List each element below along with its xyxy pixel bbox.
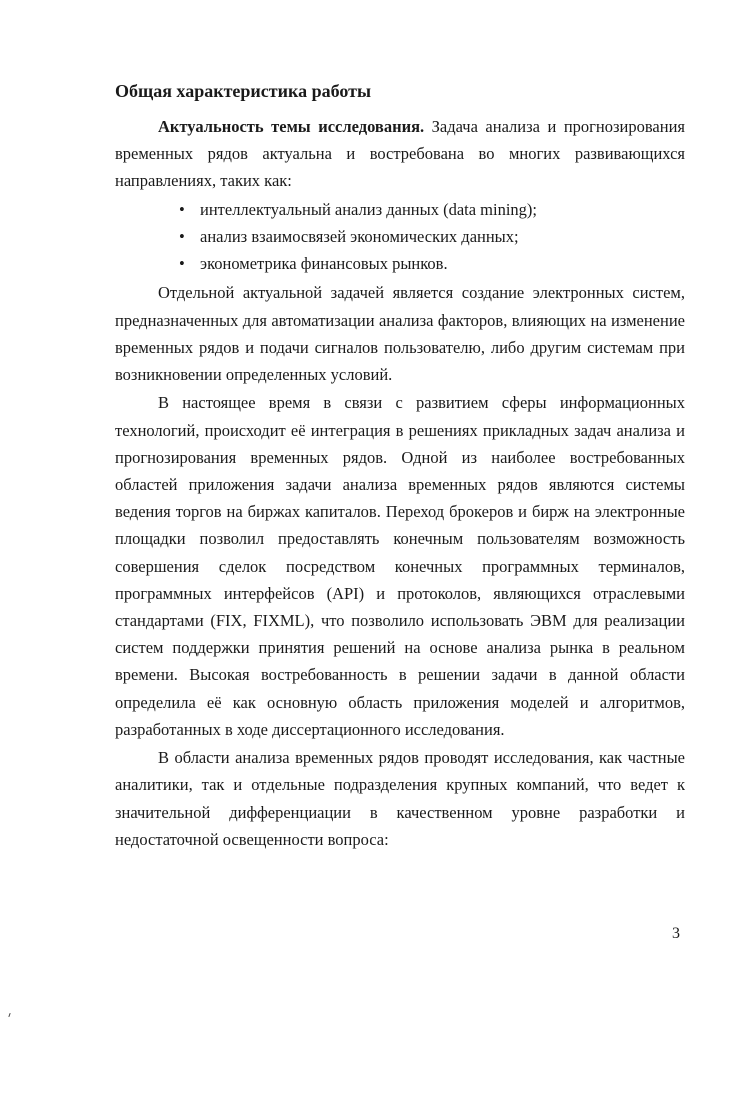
section-title: Общая характеристика работы [115,81,372,101]
list-item [115,196,685,223]
intro-lead: Актуальность темы исследования. [158,117,425,136]
bullet-icon: • [179,199,185,219]
paragraph-research-area: В области анализа временных рядов проводят исследования, как частные аналитики, так и отдельные подразделения крупных компаний, что ведет к значительной дифференциации в качественном уровне разработки и недостаточной освещенности вопроса: [115,748,685,849]
paragraph-systems: Отдельной актуальной задачей является создание электронных систем, предназначенных для автоматизации анализа факторов, влияющих на изменение временных рядов и подачи сигналов пользователю, либо другим системам при возникновении определенных условий. [115,283,685,385]
intro-text: Задача анализа и прогнозирования временных рядов актуальна и востребована во многих развивающихся направлениях, таких как: [115,117,685,191]
list-item-text: эконометрика финансовых рынков. [200,254,448,274]
list-item [115,223,685,250]
list-item-text: анализ взаимосвязей экономических данных; [200,227,519,246]
body-text [115,113,685,854]
list-item-text: интеллектуальный анализ данных (data mining); [200,199,538,219]
bullet-icon: • [179,254,185,274]
intro-paragraph [115,113,685,195]
list-item [115,250,685,277]
paragraph-current-state: В настоящее время в связи с развитием сферы информационных технологий, происходит её интеграция в решениях прикладных задач анализа и прогнозирования временных рядов. Одной из наиболее востребованных областей приложения задачи анализа временных рядов являются системы ведения торгов на биржах капиталов. Переход брокеров и бирж на электронные площадки позволил предоставлять конечным пользователям возможность совершения сделок посредством конечных программных терминалов, программных интерфейсов (API) и протоколов, являющихся отраслевыми стандартами (FIX, FIXML), что позволило использовать ЭВМ для реализации систем поддержки принятия решений на основе анализа рынка в реальном времени. Высокая востребованность в решении задачи в данной области определила её как основную область приложения моделей и алгоритмов, разработанных в ходе диссертационного исследования. [115,393,685,739]
bullet-icon: • [179,227,185,246]
bullet-list [115,196,685,278]
margin-mark [8,1013,10,1017]
page-number: 3 [672,925,680,942]
